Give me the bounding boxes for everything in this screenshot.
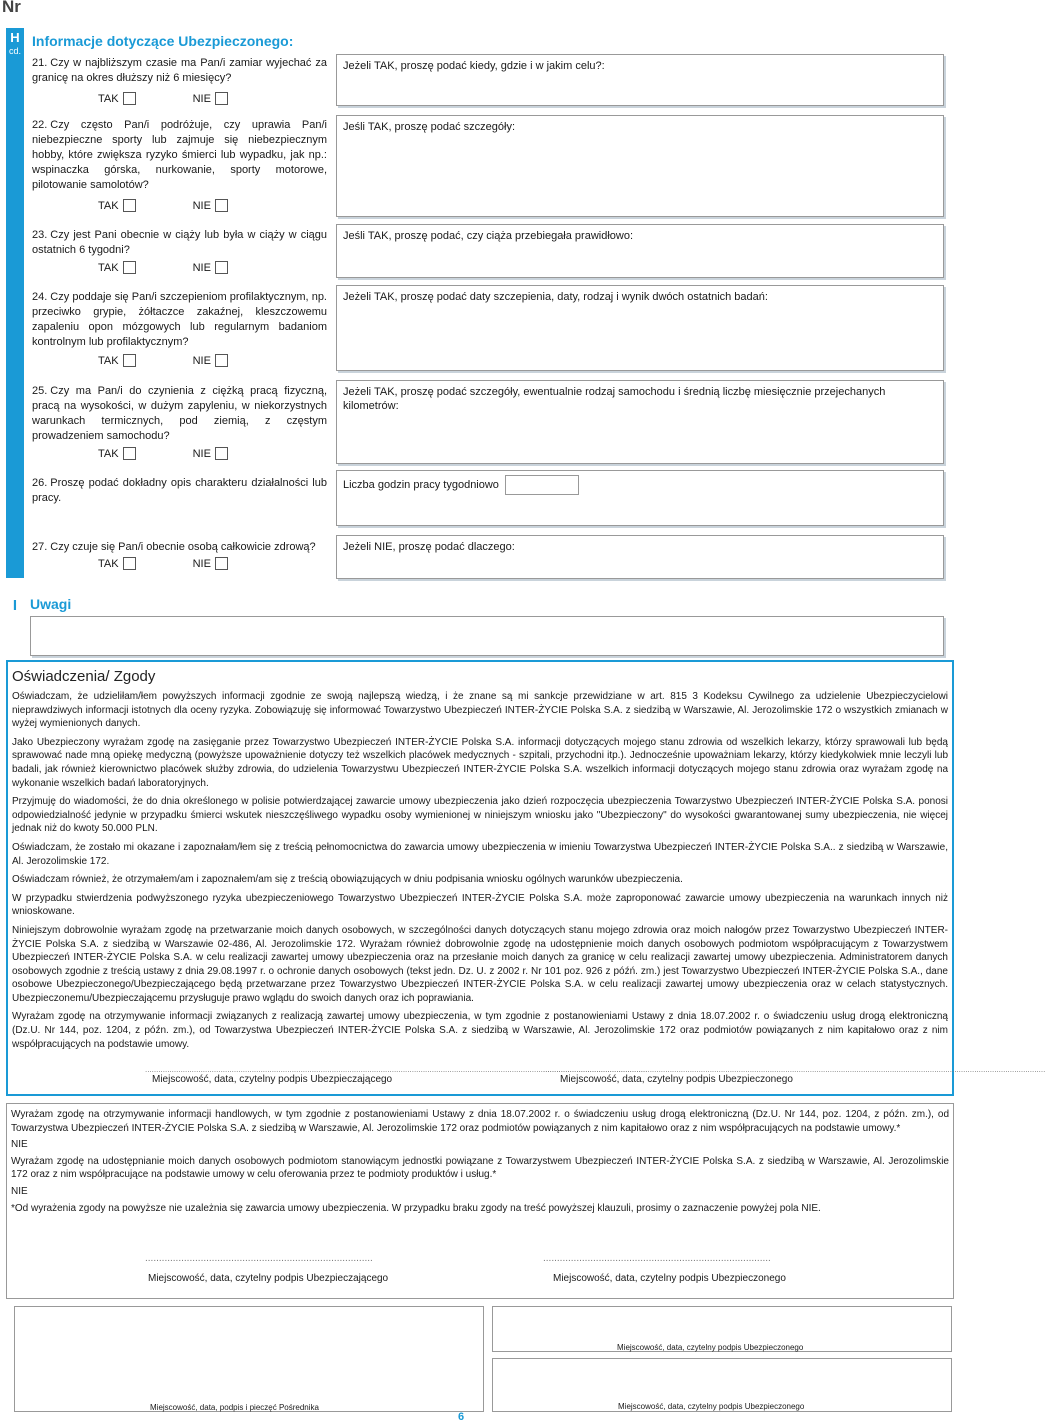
- declaration-paragraph: W przypadku stwierdzenia podwyższonego ryzyka ubezpieczeniowego Towarzystwo Ubezpieczeń INTER-ŻYCIE Polska S.A. może zaproponować zawarcie umowy ubezpieczenia na warunkach innych niż wnioskowane.: [12, 892, 948, 918]
- q22-answer-box[interactable]: Jeśli TAK, proszę podać szczegóły:: [336, 115, 944, 217]
- q23-nie-checkbox[interactable]: [215, 261, 228, 274]
- q24-tak-checkbox[interactable]: [123, 354, 136, 367]
- consent-data-sharing-nie[interactable]: NIE: [11, 1185, 28, 1197]
- insured-signature-label-top: Miejscowość, data, czytelny podpis Ubezpieczonego: [617, 1343, 804, 1352]
- answer-23-options: TAK NIE: [98, 260, 228, 275]
- consent-signature-line-policyholder[interactable]: ..................................................................................: [145, 1253, 373, 1264]
- q27-answer-box[interactable]: Jeżeli NIE, proszę podać dlaczego:: [336, 535, 944, 579]
- consent-signature-line-insured[interactable]: ..................................................................................: [543, 1253, 771, 1264]
- q21-nie-checkbox[interactable]: [215, 92, 228, 105]
- question-26: 26. Proszę podać dokładny opis charakteru działalności lub pracy.: [32, 477, 327, 504]
- section-h-bar: [6, 28, 24, 578]
- signature-line-policyholder[interactable]: ..................................................................................................................................................................................................................................: [145, 1065, 648, 1074]
- intermediary-signature-label: Miejscowość, data, podpis i pieczęć Pośrednika: [150, 1403, 319, 1412]
- declaration-paragraph: Przyjmuję do wiadomości, że do dnia określonego w polisie potwierdzającej zawarcie umowy ubezpieczenia jako dzień rozpoczęcia ubezpieczenia Towarzystwo Ubezpieczeń INTER-ŻYCIE Polska S.A. ponosi odpowiedzialność jedynie w przypadku śmierci wskutek nieszczęśliwego wypadku osoby wymienionej w niniejszym wniosku jako "Ubezpieczony" do wysokości gwarantowanej sumy ubezpieczenia, nie więcej jednak niż do kwoty 50.000 PLN.: [12, 796, 948, 835]
- intermediary-signature-box[interactable]: [14, 1306, 484, 1412]
- q27-tak-checkbox[interactable]: [123, 557, 136, 570]
- section-i-letter: I: [12, 597, 18, 614]
- declarations-box: [6, 660, 1045, 1096]
- q23-answer-box[interactable]: Jeśli TAK, proszę podać, czy ciąża przebiegała prawidłowo:: [336, 224, 944, 278]
- question-27: 27. Czy czuje się Pan/i obecnie osobą całkowicie zdrową?: [32, 541, 316, 553]
- consents-box: [6, 1103, 954, 1299]
- question-24: 24. Czy poddaje się Pan/i szczepieniom profilaktycznym, np. przeciwko grypie, żółtaczce zakaźnej, kleszczowemu zapaleniu opon mózgowych lub regularnym badaniom kontrolnym lub profilaktycznym?: [32, 291, 327, 348]
- declarations-title: Oświadczenia/ Zgody: [12, 668, 156, 685]
- q21-answer-box[interactable]: Jeżeli TAK, proszę podać kiedy, gdzie i w jakim celu?:: [336, 54, 944, 106]
- uwagi-textarea[interactable]: [30, 616, 944, 656]
- q26-answer-box[interactable]: Liczba godzin pracy tygodniowo: [336, 470, 944, 526]
- q22-tak-checkbox[interactable]: [123, 199, 136, 212]
- nr-label: Nr: [2, 0, 21, 16]
- question-21: 21. Czy w najbliższym czasie ma Pan/i zamiar wyjechać za granicę na okres dłuższy niż 6 miesięcy?: [32, 57, 327, 84]
- answer-25-options: TAK NIE: [98, 446, 228, 461]
- page-number: 6: [458, 1411, 465, 1423]
- declaration-paragraph: Wyrażam zgodę na otrzymywanie informacji związanych z realizacją zawartej umowy ubezpieczenia, w tym zgodnie z postanowieniami Ustawy z dnia 18.07.2002 r. o świadczeniu usług drogą elektroniczną (Dz.U. Nr 144, poz. 1204, z późn. zm.), od Towarzystwa Ubezpieczeń INTER-ŻYCIE Polska S.A. z siedzibą w Warszawie, Al. Jerozolimskie 172 oraz podmiotów powiązanych z nim kapitałowo oraz z nim współpracujących na podstawie umowy.: [12, 1011, 948, 1050]
- answer-22-options: TAK NIE: [98, 198, 228, 213]
- answer-27-options: TAK NIE: [98, 556, 228, 571]
- declaration-paragraph: Oświadczam, że zostało mi okazane i zapoznałam/łem się z treścią pełnomocnictwa do zawarcia umowy ubezpieczenia w imieniu Towarzystwa Ubezpieczeń INTER-ŻYCIE Polska S.A.. z siedzibą w Warszawie, Al. Jerozolimskie 172.: [12, 841, 948, 867]
- section-h-letter: H: [10, 30, 20, 45]
- answer-24-options: TAK NIE: [98, 353, 228, 368]
- consent-data-sharing: Wyrażam zgodę na udostępnianie moich danych osobowych podmiotom stanowiącym jednostki powiązane z Towarzystwem Ubezpieczeń INTER-ŻYCIE Polska S.A. z siedzibą w Warszawie, Al. Jerozolimskie 172 oraz z nim współpracujące na podstawie umowy w celu oferowania przez te podmioty produktów i usług.*: [11, 1155, 949, 1181]
- q25-tak-checkbox[interactable]: [123, 447, 136, 460]
- consent-marketing: Wyrażam zgodę na otrzymywanie informacji handlowych, w tym zgodnie z postanowieniami Ustawy z dnia 18.07.2002 r. o świadczeniu usług drogą elektroniczną (Dz.U. Nr 144, poz. 1204, z późn. zm.), od Towarzystwa Ubezpieczeń INTER-ŻYCIE Polska S.A. z siedzibą w Warszawie, Al. Jerozolimskie 172 oraz podmiotów powiązanych z nim kapitałowo oraz z nim współpracujących na podstawie umowy.*: [11, 1109, 949, 1134]
- declaration-paragraph: Oświadczam również, że otrzymałem/am i zapoznałem/am się z treścią obowiązujących w dniu podpisania wniosku ogólnych warunków ubezpieczenia.: [12, 874, 683, 886]
- signature-line-insured[interactable]: ..................................................................................................................................................................................................................................: [543, 1065, 1045, 1074]
- hours-per-week-input[interactable]: [505, 475, 579, 495]
- signature-label-policyholder: Miejscowość, data, czytelny podpis Ubezpieczającego: [152, 1074, 393, 1085]
- answer-21-options: TAK NIE: [98, 91, 228, 106]
- consent-signature-label-policyholder: Miejscowość, data, czytelny podpis Ubezpieczającego: [148, 1273, 389, 1284]
- consent-note: *Od wyrażenia zgody na powyższe nie uzależnia się zawarcia umowy ubezpieczenia. W przypadku braku zgody na treść powyższej klauzuli, prosimy o zaznaczenie powyżej pola NIE.: [11, 1202, 821, 1214]
- q24-nie-checkbox[interactable]: [215, 354, 228, 367]
- q24-answer-box[interactable]: Jeżeli TAK, proszę podać daty szczepienia, daty, rodzaj i wynik dwóch ostatnich badań:: [336, 285, 944, 371]
- insured-signature-label-bottom: Miejscowość, data, czytelny podpis Ubezpieczonego: [618, 1402, 805, 1411]
- q25-nie-checkbox[interactable]: [215, 447, 228, 460]
- section-h-title: Informacje dotyczące Ubezpieczonego:: [32, 33, 294, 49]
- q25-answer-box[interactable]: Jeżeli TAK, proszę podać szczegóły, ewentualnie rodzaj samochodu i średnią liczbę miesięcznie przejechanych kilometrów:: [336, 380, 944, 464]
- q27-nie-checkbox[interactable]: [215, 557, 228, 570]
- question-25: 25. Czy ma Pan/i do czynienia z ciężką pracą fizyczną, pracą na wysokości, w dużym zapyleniu, w niekorzystnych warunkach termicznych, pod ziemią, z częstym prowadzeniem samochodu?: [32, 385, 327, 442]
- q22-nie-checkbox[interactable]: [215, 199, 228, 212]
- section-i-title: Uwagi: [30, 596, 72, 612]
- question-22: 22. Czy często Pan/i podróżuje, czy uprawia Pan/i niebezpieczne sporty lub zajmuje się niebezpiecznym hobby, które zwiększa ryzyko śmierci lub wypadku, jak np.: wspinaczka górska, nurkowanie, sporty motorowe, pilotowanie samolotów?: [32, 119, 327, 191]
- q23-tak-checkbox[interactable]: [123, 261, 136, 274]
- declaration-paragraph: Jako Ubezpieczony wyrażam zgodę na zasięganie przez Towarzystwo Ubezpieczeń INTER-ŻYCIE Polska S.A. informacji dotyczących mojego stanu zdrowia od wszelkich lekarzy, którzy sprawowali lub będą sprawować nade mną opiekę medyczną (powyższe upoważnienie dotyczy też wszelkich placówek medycznych - szpitali, przychodni itp.). Jednocześnie upoważniam lekarzy, którzy kiedykolwiek mnie leczyli lub badali, jak również kierownictwo placówek służby zdrowia, do udzielenia Towarzystwu Ubezpieczeń INTER-ŻYCIE Polska S.A. wszelkich informacji dotyczących mojego stanu zdrowia oraz wyrażam zgodę na wykonanie wszelkich badań laboratoryjnych.: [12, 736, 948, 789]
- section-h-cd: cd.: [8, 46, 21, 56]
- question-23: 23. Czy jest Pani obecnie w ciąży lub była w ciąży w ciągu ostatnich 6 tygodni?: [32, 229, 327, 256]
- q21-tak-checkbox[interactable]: [123, 92, 136, 105]
- declaration-paragraph: Niniejszym dobrowolnie wyrażam zgodę na przetwarzanie moich danych osobowych, w szczególności danych dotyczących stanu mojego zdrowia oraz moich nałogów przez Towarzystwo Ubezpieczeń INTER-ŻYCIE Polska S.A. z siedzibą w Warszawie 02-486, Al. Jerozolimskie 172. Wyrażam również dobrowolnie zgodę na udostępnienie moich danych osobowych podmiotom współpracującym z Towarzystwem Ubezpieczeń INTER-ŻYCIE Polska S.A. w celu realizacji zawartej umowy ubezpieczenia oraz na przesłanie moich danych za granicę w celu realizacji zawartej umowy ubezpieczenia. Administratorem danych osobowych zgodnie z treścią ustawy z dnia 29.08.1997 r. o ochronie danych osobowych (tekst jedn. Dz. U. z 2002 r. Nr 101 poz. 926 z późń. zm.) jest Towarzystwo Ubezpieczeń INTER-ŻYCIE Polska S.A., dane osobowe Ubezpieczonego/Ubezpieczającego będą przetwarzane przez Towarzystwo Ubezpieczeń INTER-ŻYCIE Polska S.A. w celu realizacji zawartej umowy ubezpieczenia oraz w celach statystycznych. Ubezpieczonemu/Ubezpieczającemu przysługuje prawo wglądu do swoich danych oraz ich poprawiania.: [12, 924, 948, 1004]
- declaration-paragraph: Oświadczam, że udzieliłam/łem powyższych informacji zgodnie ze swoją najlepszą wiedzą, i że znane są mi sankcje przewidziane w art. 815 3 Kodeksu Cywilnego za udzielenie Ubezpieczycielowi nieprawdziwych informacji istotnych dla oceny ryzyka. Zobowiązuję się informować Towarzystwo Ubezpieczeń INTER-ŻYCIE Polska S.A. z siedzibą w Warszawie, Al. Jerozolimskie 172 o wszystkich zmianach w wyżej wymienionych danych.: [12, 691, 948, 730]
- signature-label-insured: Miejscowość, data, czytelny podpis Ubezpieczonego: [560, 1074, 793, 1085]
- consent-signature-label-insured: Miejscowość, data, czytelny podpis Ubezpieczonego: [553, 1273, 786, 1284]
- consent-marketing-nie[interactable]: NIE: [11, 1139, 28, 1151]
